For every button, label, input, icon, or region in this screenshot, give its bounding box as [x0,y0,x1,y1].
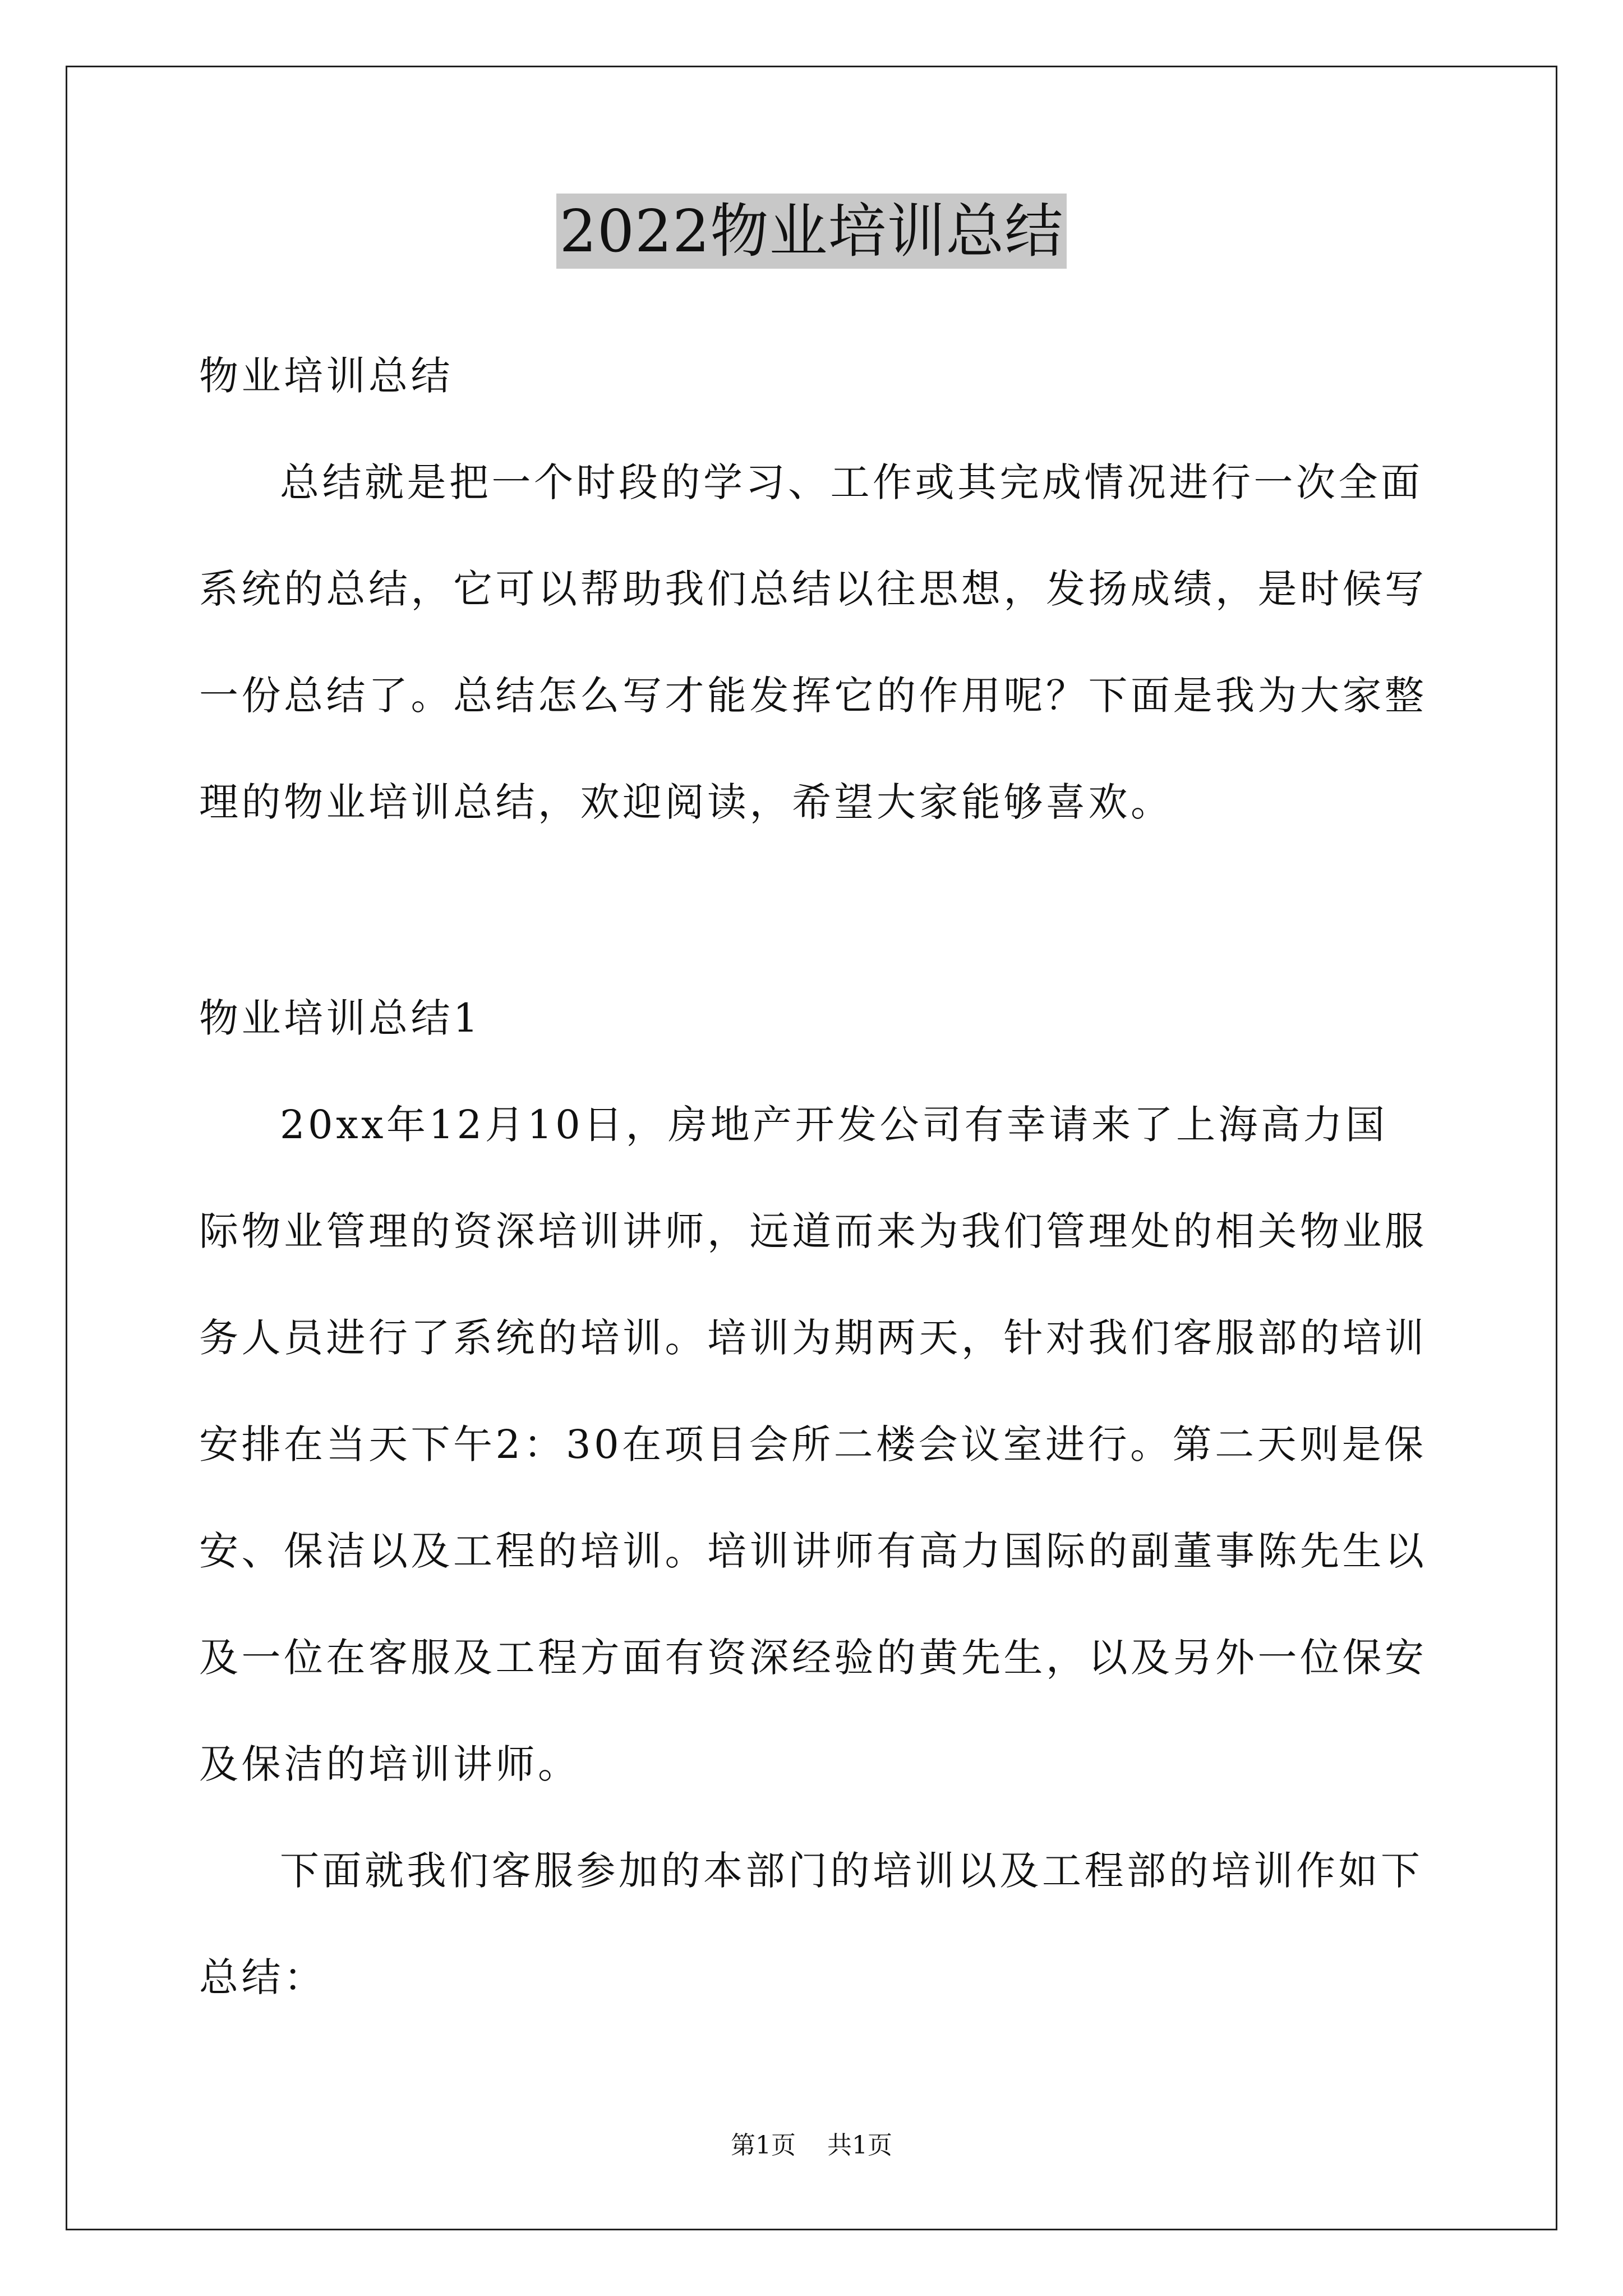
title-container [0,194,1623,269]
intro-heading: 物业培训总结 [199,353,453,399]
intro-paragraph: 总结就是把一个时段的学习、工作或其完成情况进行一次全面系统的总结，它可以帮助我们总结以往思想，发扬成绩，是时候写一份总结了。总结怎么写才能发挥它的作用呢？下面是我为大家整理的物业培训总结，欢迎阅读，希望大家能够喜欢。 [199,459,1427,825]
page-footer [0,2129,1623,2162]
section1-paragraph-1: 20xx年12月10日，房地产开发公司有幸请来了上海高力国际物业管理的资深培训讲师，远道而来为我们管理处的相关物业服务人员进行了系统的培训。培训为期两天，针对我们客服部的培训安排在当天下午2：30在项目会所二楼会议室进行。第二天则是保安、保洁以及工程的培训。培训讲师有高力国际的副董事陈先生以及一位在客服及工程方面有资深经验的黄先生，以及另外一位保安及保洁的培训讲师。 [199,1102,1427,1787]
document-title: 2022物业培训总结 [556,194,1067,269]
section1-paragraph-2: 下面就我们客服参加的本部门的培训以及工程部的培训作如下总结： [199,1848,1423,2000]
page-number-current: 第1页 [731,2131,796,2160]
section1-heading: 物业培训总结1 [199,995,482,1041]
page-number-total: 共1页 [827,2131,892,2160]
